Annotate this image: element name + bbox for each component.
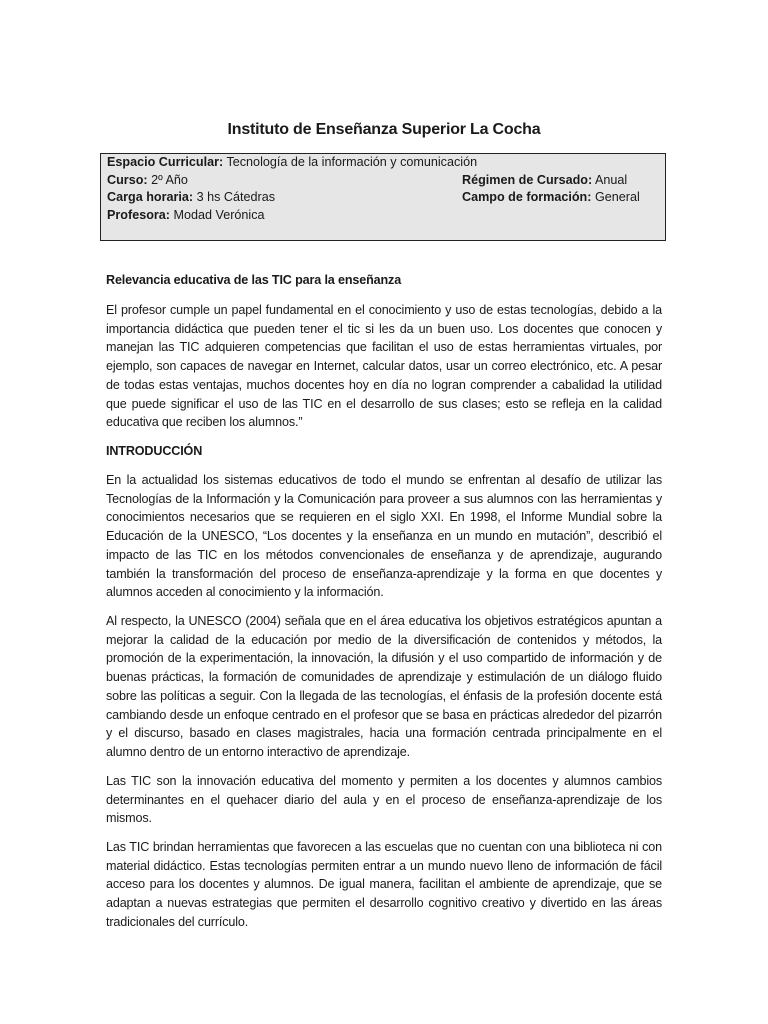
- campo-formacion-row: [462, 189, 640, 207]
- espacio-curricular-row: [107, 154, 477, 172]
- campo-formacion-value: General: [591, 190, 640, 204]
- paragraph-intro-4: Las TIC brindan herramientas que favorecen a las escuelas que no cuentan con una biblioteca ni con material didáctico. Estas tecnologías permiten entrar a un mundo nuevo lleno de información de fácil acceso para los docentes y alumnos. De igual manera, facilitan el ambiente de aprendizaje, que se adaptan a nuevas estrategias que permiten el desarrollo cognitivo creativo y divertido en las áreas tradicionales del currículo.: [106, 840, 662, 929]
- regimen-value: Anual: [592, 172, 628, 187]
- carga-horaria-row: [107, 189, 275, 207]
- course-info-box: [100, 153, 666, 241]
- profesora-row: [107, 207, 265, 225]
- document-title: Instituto de Enseñanza Superior La Cocha: [227, 121, 541, 138]
- espacio-curricular-value: Tecnología de la información y comunicación: [223, 155, 478, 169]
- regimen-label: Régimen de Cursado:: [462, 172, 593, 187]
- paragraph-intro-2: Al respecto, la UNESCO (2004) señala que en el área educativa los objetivos estratégicos apuntan a mejorar la calidad de la educación por medio de la diversificación de contenidos y métodos, la promoción de la experimentación, la innovación, la difusión y el uso compartido de información y de buenas prácticas, la formación de comunidades de aprendizaje y estimulación de un diálogo fluido sobre las políticas a seguir. Con la llegada de las tecnologías, el énfasis de la profesión docente está cambiando desde un enfoque centrado en el profesor que se basa en prácticas alrededor del pizarrón y el discurso, basado en clases magistrales, hacia una formación centrada principalmente en el alumno dentro de un entorno interactivo de aprendizaje.: [106, 614, 662, 759]
- curso-label: Curso:: [107, 172, 148, 187]
- section-heading-introduccion: INTRODUCCIÓN: [106, 444, 203, 458]
- profesora-label: Profesora:: [107, 207, 170, 222]
- curso-row: [107, 172, 188, 190]
- carga-horaria-value: 3 hs Cátedras: [193, 190, 275, 204]
- section-heading-relevancia: Relevancia educativa de las TIC para la enseñanza: [106, 273, 402, 287]
- paragraph-intro-3: Las TIC son la innovación educativa del momento y permiten a los docentes y alumnos cambios determinantes en el quehacer diario del aula y en el proceso de enseñanza-aprendizaje de los mismos.: [106, 774, 662, 826]
- paragraph-relevancia: El profesor cumple un papel fundamental en el conocimiento y uso de estas tecnologías, debido a la importancia didáctica que pueden tener el tic si les da un buen uso. Los docentes que conocen y manejan las TIC adquieren competencias que facilitan el uso de estas herramientas virtuales, por ejemplo, son capaces de navegar en Internet, calcular datos, usar un correo electrónico, etc. A pesar de todas estas ventajas, muchos docentes hoy en día no logran comprender a cabalidad la utilidad que puede significar el uso de las TIC en el desarrollo de sus clases; esto se refleja en la calidad educativa que reciben los alumnos.”: [106, 303, 662, 430]
- campo-formacion-label: Campo de formación:: [462, 190, 592, 204]
- paragraph-intro-1: En la actualidad los sistemas educativos de todo el mundo se enfrentan al desafío de utilizar las Tecnologías de la Información y la Comunicación para proveer a sus alumnos con las herramientas y conocimientos necesarios que se requieren en el siglo XXI. En 1998, el Informe Mundial sobre la Educación de la UNESCO, “Los docentes y la enseñanza en un mundo en mutación”, describió el impacto de las TIC en los métodos convencionales de enseñanza y de aprendizaje, augurando también la transformación del proceso de enseñanza-aprendizaje y la forma en que docentes y alumnos acceden al conocimiento y la información.: [106, 473, 662, 600]
- curso-value: 2º Año: [147, 172, 188, 187]
- espacio-curricular-label: Espacio Curricular:: [107, 155, 224, 169]
- carga-horaria-label: Carga horaria:: [107, 190, 194, 204]
- profesora-value: Modad Verónica: [170, 207, 265, 222]
- regimen-row: [462, 172, 627, 190]
